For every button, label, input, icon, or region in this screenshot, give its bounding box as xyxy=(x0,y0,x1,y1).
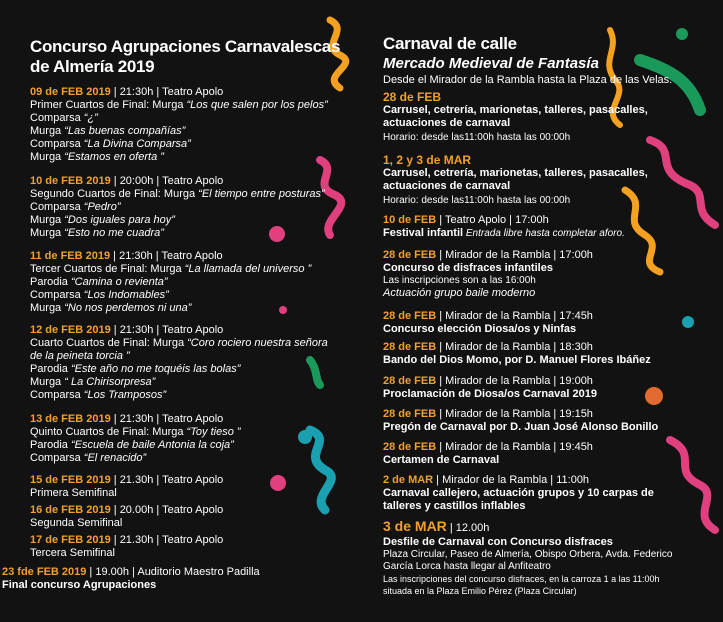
street-event-11 xyxy=(383,518,672,597)
event-line: Tercer Cuartos de Final: Murga xyxy=(30,263,185,275)
green-dot-right xyxy=(676,28,688,40)
event-line: Murga xyxy=(30,227,65,239)
event-block-9 xyxy=(2,566,260,592)
event-date: 16 de FEB 2019 xyxy=(30,504,111,516)
event-line: Certamen de Carnaval xyxy=(383,454,500,466)
event-line-italic: “Los Tramposos” xyxy=(83,389,167,401)
event-line-italic: “Coro rociero nuestra señora xyxy=(187,337,328,349)
event-line: Quinto Cuartos de Final: Murga xyxy=(30,426,187,438)
event-block-5 xyxy=(30,413,241,465)
street-event-6 xyxy=(383,341,651,367)
event-line-italic: “Las buenas compañías” xyxy=(64,125,186,137)
event-block-3 xyxy=(30,250,311,315)
event-info: | Mirador de la Rambla | 18:30h xyxy=(436,341,593,353)
street-event-5 xyxy=(383,310,593,336)
event-line: Festival infantil xyxy=(383,227,464,239)
event-date: 3 de MAR xyxy=(383,518,447,534)
event-line: García Lorca hasta llegar al Anfiteatro xyxy=(383,561,551,572)
event-block-1 xyxy=(30,86,328,164)
event-line: Parodia xyxy=(30,439,71,451)
event-date: 13 de FEB 2019 xyxy=(30,413,111,425)
event-line-italic: “Pedro” xyxy=(83,201,121,213)
event-line-italic: de la peineta torcia ” xyxy=(30,350,130,362)
event-line: Cuarto Cuartos de Final: Murga xyxy=(30,337,188,349)
event-line: Carrusel, cetrería, marionetas, talleres, pasacalles, xyxy=(383,104,648,116)
event-block-2 xyxy=(30,175,325,240)
event-line: Murga xyxy=(30,151,65,163)
event-block-6 xyxy=(30,474,223,500)
event-info: | 21.30h | Teatro Apolo xyxy=(110,474,224,486)
event-line: Concurso de disfraces infantiles xyxy=(383,262,553,274)
event-info: | 19.00h | Auditorio Maestro Padilla xyxy=(86,566,260,578)
event-date: 28 de FEB xyxy=(383,408,437,420)
event-line-italic: “No nos perdemos ni una” xyxy=(64,302,192,314)
event-line: Las inscripciones son a las 16:00h xyxy=(383,275,536,286)
event-line: Murga xyxy=(30,214,65,226)
right-intro: Desde el Mirador de la Rambla hasta la Plaza de las Velas. xyxy=(383,74,673,86)
event-info: | Mirador de la Rambla | 19:00h xyxy=(436,375,593,387)
event-info: | 20.00h | Teatro Apolo xyxy=(110,504,224,516)
event-line: Comparsa xyxy=(30,389,84,401)
event-info: | Mirador de la Rambla | 19:45h xyxy=(436,441,593,453)
event-date: 10 de FEB 2019 xyxy=(30,175,111,187)
event-line: actuaciones de carnaval xyxy=(383,180,511,192)
event-line: Comparsa xyxy=(30,112,84,124)
event-date: 28 de FEB xyxy=(383,249,437,261)
left-title-line2: de Almería 2019 xyxy=(30,57,155,76)
event-line: Parodia xyxy=(30,363,71,375)
event-line: Final concurso Agrupaciones xyxy=(2,579,157,591)
event-info: | Mirador de la Rambla | 19:15h xyxy=(436,408,593,420)
event-line-italic: “Camina o revienta” xyxy=(70,276,168,288)
event-line: Horario: desde las11:00h hasta las 00:00h xyxy=(383,132,571,143)
event-line: Pregón de Carnaval por D. Juan José Alonso Bonillo xyxy=(383,421,659,433)
event-line: Murga xyxy=(30,125,65,137)
event-block-7 xyxy=(30,504,223,530)
event-line: actuaciones de carnaval xyxy=(383,117,511,129)
event-line-italic: “Esto no me cuadra” xyxy=(64,227,164,239)
event-line: Segundo Cuartos de Final: Murga xyxy=(30,188,199,200)
event-line: Parodia xyxy=(30,276,71,288)
event-line-italic: “Toy tieso ” xyxy=(186,426,241,438)
event-line-italic: “Estamos en oferta ” xyxy=(64,151,164,163)
event-line: situada en la Plaza Emilio Pérez (Plaza Circular) xyxy=(383,586,577,596)
event-date: 28 de FEB xyxy=(383,310,437,322)
event-date: 2 de MAR xyxy=(383,474,434,486)
event-line: Concurso elección Diosa/os y Ninfas xyxy=(383,323,577,335)
teal-streamer xyxy=(310,430,331,510)
event-line: talleres y castillos inflables xyxy=(383,500,526,512)
event-line: Comparsa xyxy=(30,201,84,213)
event-line-italic: “Dos iguales para hoy” xyxy=(64,214,175,226)
event-info: | Mirador de la Rambla | 17:45h xyxy=(436,310,593,322)
street-event-10 xyxy=(383,474,654,513)
event-info: | 21:30h | Teatro Apolo xyxy=(110,413,224,425)
event-date: 28 de FEB xyxy=(383,341,437,353)
orange-dot-right xyxy=(645,387,663,405)
event-line-italic: “ La Chirisorpresa” xyxy=(64,376,156,388)
street-event-2 xyxy=(383,153,648,207)
event-date: 11 de FEB 2019 xyxy=(30,250,111,262)
event-line: Las inscripciones del concurso disfraces, en la carroza 1 a las 11:00h xyxy=(383,574,660,584)
event-line-italic: Entrada libre hasta completar aforo. xyxy=(463,228,625,239)
event-date: 28 de FEB xyxy=(383,441,437,453)
right-title: Carnaval de calle xyxy=(383,34,517,53)
event-info: | Mirador de la Rambla | 17:00h xyxy=(436,249,593,261)
event-info: | Mirador de la Rambla | 11:00h xyxy=(433,474,590,486)
event-line: Primer Cuartos de Final: Murga xyxy=(30,99,187,111)
event-info: | 21:30h | Teatro Apolo xyxy=(110,86,224,98)
event-date: 12 de FEB 2019 xyxy=(30,324,111,336)
event-line: Murga xyxy=(30,302,65,314)
street-event-8 xyxy=(383,408,658,434)
event-block-4 xyxy=(30,324,328,402)
event-line: Comparsa xyxy=(30,289,84,301)
event-line: Tercera Semifinal xyxy=(30,547,115,559)
pink-dot-left xyxy=(270,475,286,491)
event-date: 28 de FEB xyxy=(383,90,442,104)
event-line: Plaza Circular, Paseo de Almería, Obispo Orbera, Avda. Federico xyxy=(383,549,673,560)
event-date: 28 de FEB xyxy=(383,375,437,387)
left-title-line1: Concurso Agrupaciones Carnavalescas xyxy=(30,37,341,56)
pink-streamer-right xyxy=(650,140,715,225)
event-info: | 21:30h | Teatro Apolo xyxy=(110,324,224,336)
event-line: Bando del Dios Momo, por D. Manuel Flores Ibáñez xyxy=(383,354,651,366)
event-line-italic: “Los Indomables” xyxy=(83,289,169,301)
event-block-8 xyxy=(30,534,223,560)
event-line-italic: “¿” xyxy=(83,112,98,124)
event-line: Comparsa xyxy=(30,138,84,150)
event-line: Proclamación de Diosa/os Carnaval 2019 xyxy=(383,388,597,400)
event-date: 17 de FEB 2019 xyxy=(30,534,111,546)
event-line-italic: “Los que salen por los pelos” xyxy=(186,99,328,111)
event-date: 23 fde FEB 2019 xyxy=(2,566,87,578)
event-line-italic: “La llamada del universo ” xyxy=(184,263,312,275)
street-event-7 xyxy=(383,375,597,401)
event-line: Primera Semifinal xyxy=(30,487,117,499)
street-event-1 xyxy=(383,90,648,144)
event-line-italic: Actuación grupo baile moderno xyxy=(383,287,536,299)
street-event-3 xyxy=(383,214,625,240)
event-info: | Teatro Apolo | 17:00h xyxy=(436,214,549,226)
event-line-italic: “El tiempo entre posturas” xyxy=(198,188,325,200)
event-date: 10 de FEB xyxy=(383,214,437,226)
teal-dot xyxy=(298,430,312,444)
event-line-italic: “La Divina Comparsa” xyxy=(83,138,191,150)
street-event-9 xyxy=(383,441,593,467)
pink-streamer-right2 xyxy=(670,440,715,530)
event-line: Murga xyxy=(30,376,65,388)
event-line: Carrusel, cetrería, marionetas, talleres, pasacalles, xyxy=(383,167,648,179)
event-date: 09 de FEB 2019 xyxy=(30,86,111,98)
event-info: | 12.00h xyxy=(446,522,490,534)
event-info: | 21.30h | Teatro Apolo xyxy=(110,534,224,546)
event-date: 15 de FEB 2019 xyxy=(30,474,111,486)
event-line: Horario: desde las11:00h hasta las 00:00h xyxy=(383,195,571,206)
event-line: Comparsa xyxy=(30,452,84,464)
event-info: | 20:00h | Teatro Apolo xyxy=(110,175,224,187)
event-line: Desfile de Carnaval con Concurso disfraces xyxy=(383,536,613,548)
event-line-italic: “Este año no me toquéis las bolas” xyxy=(70,363,241,375)
event-info: | 21:30h | Teatro Apolo xyxy=(110,250,223,262)
event-line: Segunda Semifinal xyxy=(30,517,123,529)
street-event-4 xyxy=(383,249,593,300)
event-line-italic: “Escuela de baile Antonia la coja” xyxy=(70,439,234,451)
event-date: 1, 2 y 3 de MAR xyxy=(383,153,472,167)
event-line: Carnaval callejero, actuación grupos y 10 carpas de xyxy=(383,487,654,499)
right-subtitle: Mercado Medieval de Fantasía xyxy=(383,55,599,72)
teal-dot-right xyxy=(682,316,694,328)
event-line-italic: “El renacido” xyxy=(83,452,147,464)
